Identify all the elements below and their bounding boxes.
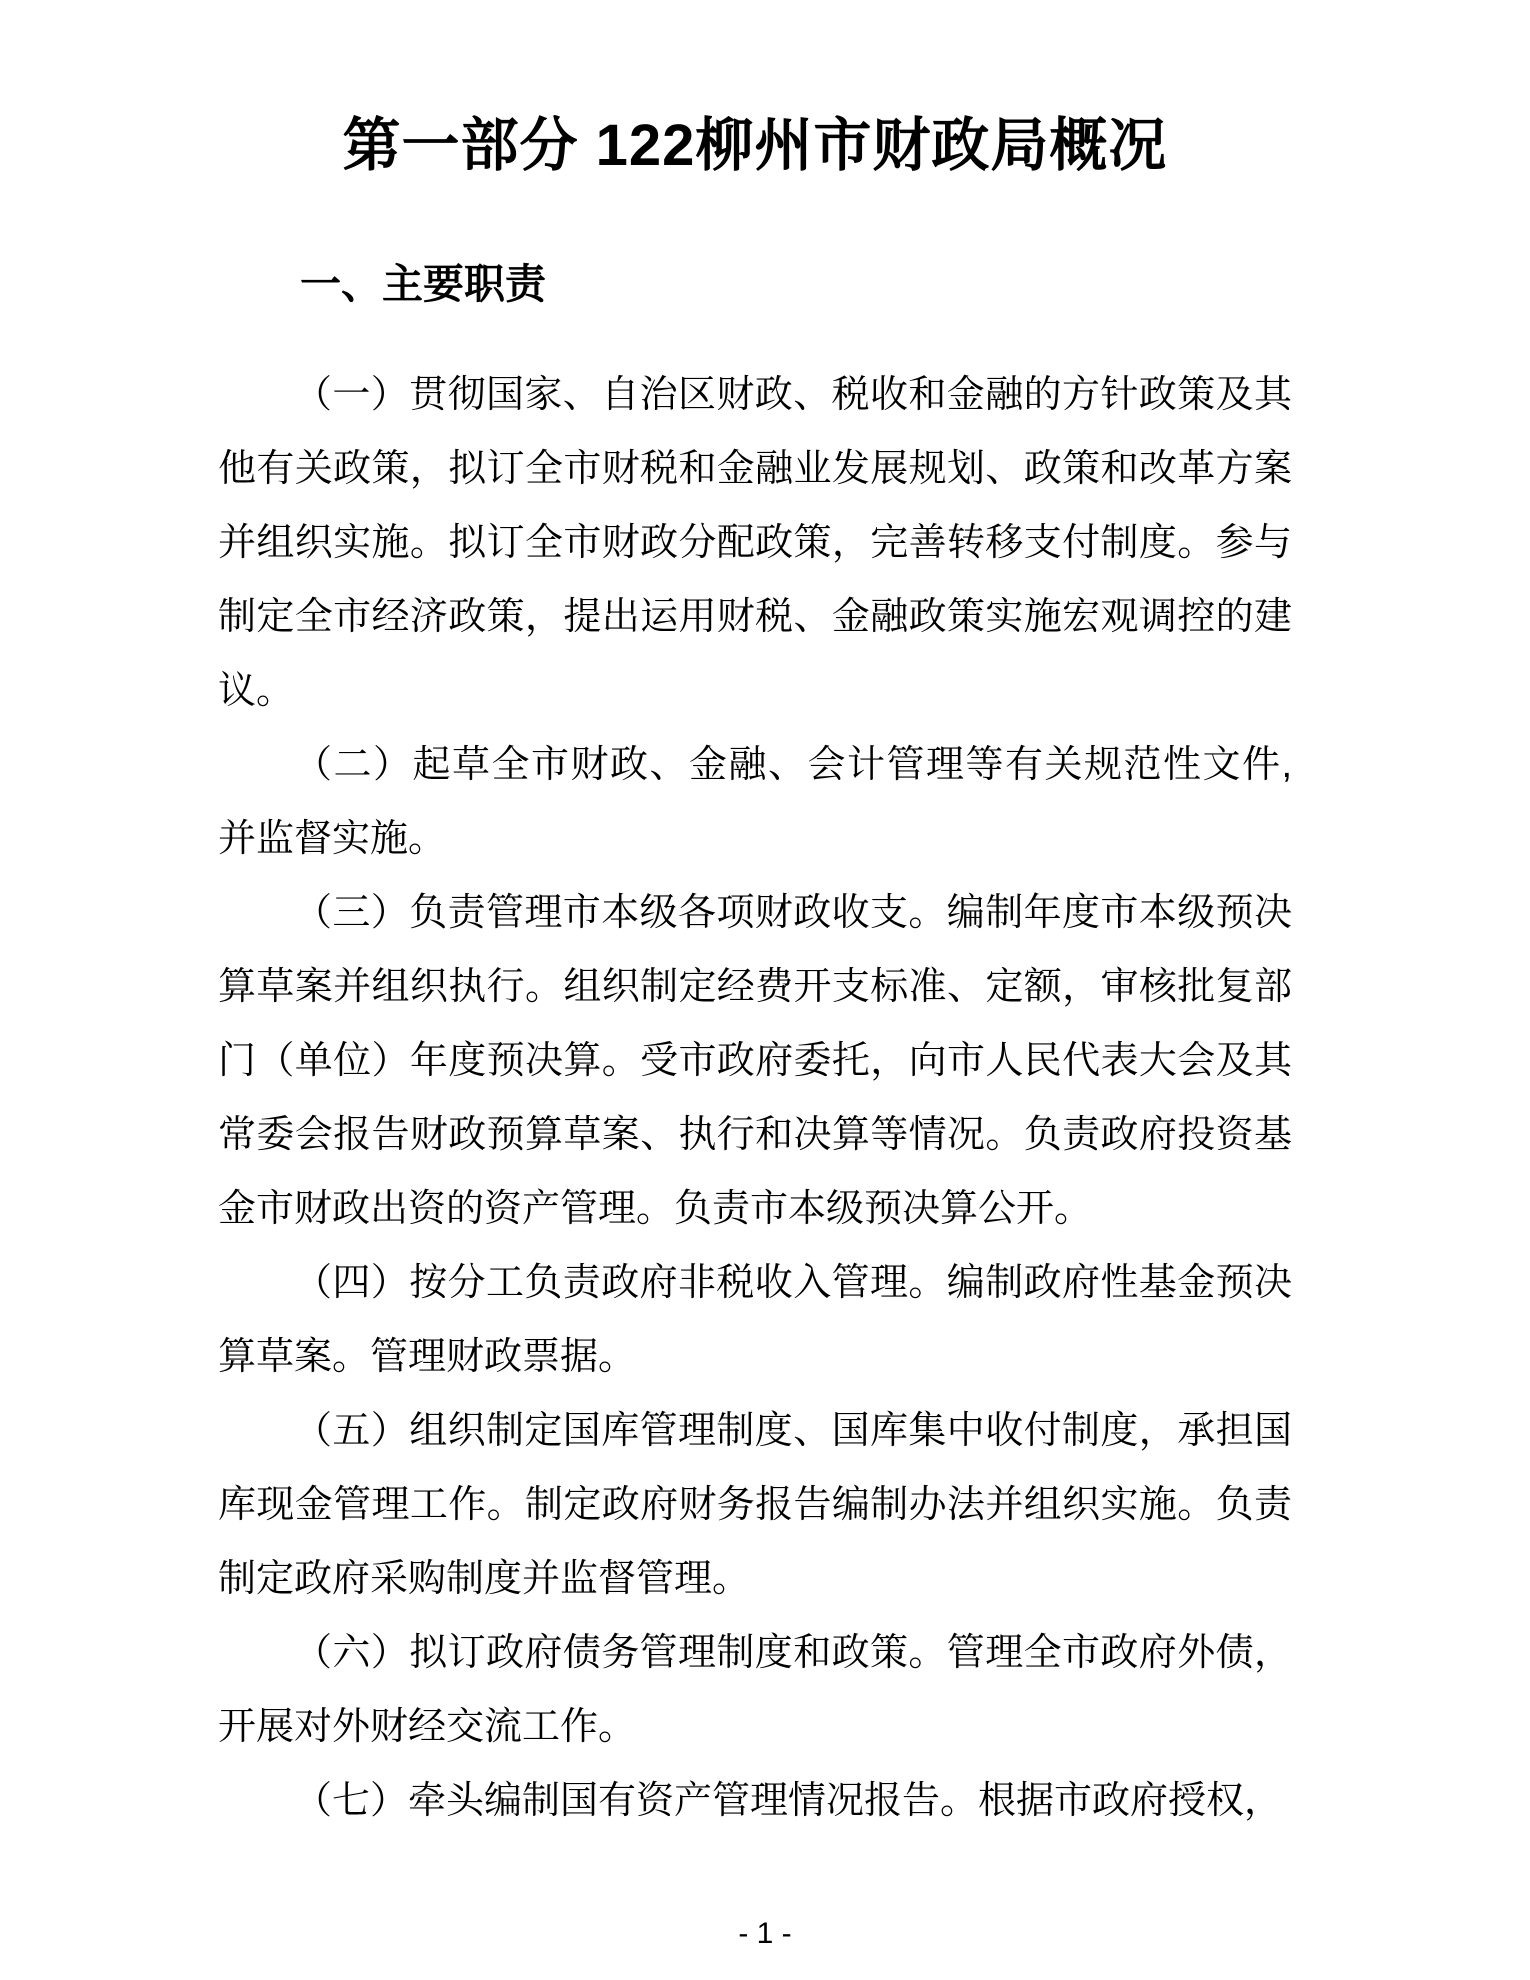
page-number: - 1 - xyxy=(738,1917,792,1950)
document-title: 第一部分 122柳州市财政局概况 xyxy=(342,113,1168,178)
paragraph-duty-2: （二）起草全市财政、金融、会计管理等有关规范性文件, 并监督实施。 xyxy=(218,744,1292,860)
section-heading: 一、主要职责 xyxy=(300,261,546,307)
document-body xyxy=(218,358,1292,1838)
paragraph-duty-1: （一）贯彻国家、自治区财政、税收和金融的方针政策及其他有关政策，拟订全市财税和金融业发展规划、政策和改革方案并组织实施。拟订全市财政分配政策，完善转移支付制度。参与制定全市经济政策，提出运用财税、金融政策实施宏观调控的建议。 xyxy=(218,374,1292,712)
paragraph-duty-5: （五）组织制定国库管理制度、国库集中收付制度，承担国库现金管理工作。制定政府财务报告编制办法并组织实施。负责制定政府采购制度并监督管理。 xyxy=(218,1410,1292,1600)
paragraph-duty-3: （三）负责管理市本级各项财政收支。编制年度市本级预决算草案并组织执行。组织制定经费开支标准、定额，审核批复部门（单位）年度预决算。受市政府委托，向市人民代表大会及其常委会报告财政预算草案、执行和决算等情况。负责政府投资基金市财政出资的资产管理。负责市本级预决算公开。 xyxy=(218,892,1292,1230)
paragraph-duty-7: （七）牵头编制国有资产管理情况报告。根据市政府授权， xyxy=(294,1780,1283,1822)
paragraph-duty-4: （四）按分工负责政府非税收入管理。编制政府性基金预决算草案。管理财政票据。 xyxy=(218,1262,1292,1378)
paragraph-duty-6: （六）拟订政府债务管理制度和政策。管理全市政府外债，开展对外财经交流工作。 xyxy=(218,1632,1292,1748)
